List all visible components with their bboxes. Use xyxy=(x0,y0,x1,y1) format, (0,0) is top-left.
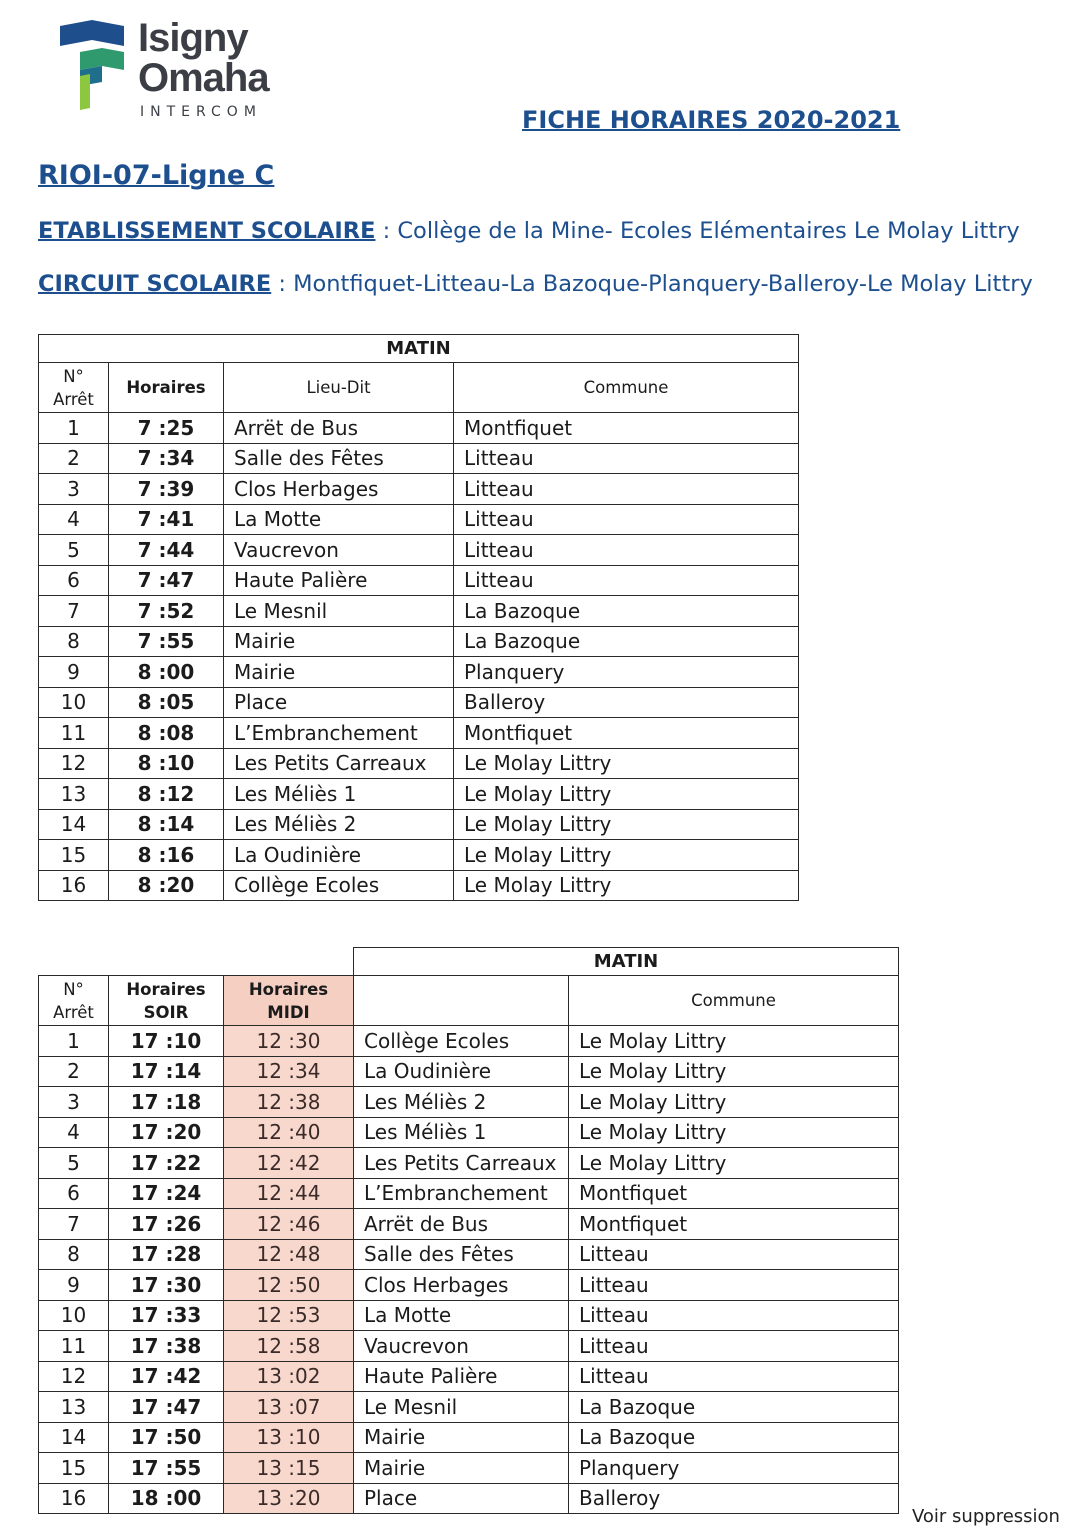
stop-place: Vaucrevon xyxy=(224,535,454,566)
table-row xyxy=(39,1148,899,1179)
stop-commune: Litteau xyxy=(454,535,799,566)
stop-time-soir: 17 :18 xyxy=(109,1087,224,1118)
stop-number: 16 xyxy=(39,870,109,901)
logo-mark-icon xyxy=(58,18,136,110)
stop-time-soir: 17 :14 xyxy=(109,1056,224,1087)
stop-place: Les Petits Carreaux xyxy=(354,1148,569,1179)
stop-number: 10 xyxy=(39,1300,109,1331)
col-header-commune: Commune xyxy=(569,976,899,1026)
stop-time: 8 :08 xyxy=(109,718,224,749)
morning-timetable xyxy=(38,334,799,901)
stop-number: 6 xyxy=(39,1178,109,1209)
stop-commune: La Bazoque xyxy=(454,596,799,627)
stop-commune: Le Molay Littry xyxy=(454,748,799,779)
stop-place: La Motte xyxy=(354,1300,569,1331)
stop-commune: Montfiquet xyxy=(569,1178,899,1209)
stop-number: 10 xyxy=(39,687,109,718)
stop-time-soir: 17 :33 xyxy=(109,1300,224,1331)
stop-time-soir: 17 :55 xyxy=(109,1453,224,1484)
stop-commune: Le Molay Littry xyxy=(454,840,799,871)
stop-place: Clos Herbages xyxy=(354,1270,569,1301)
stop-number: 3 xyxy=(39,1087,109,1118)
stop-time-midi: 12 :48 xyxy=(224,1239,354,1270)
stop-number: 9 xyxy=(39,657,109,688)
stop-number: 12 xyxy=(39,1361,109,1392)
stop-time-soir: 17 :26 xyxy=(109,1209,224,1240)
stop-place: Les Petits Carreaux xyxy=(224,748,454,779)
table-row xyxy=(39,535,799,566)
stop-place: La Motte xyxy=(224,504,454,535)
table-row xyxy=(39,687,799,718)
stop-time-soir: 17 :50 xyxy=(109,1422,224,1453)
stop-commune: Le Molay Littry xyxy=(569,1117,899,1148)
route-title: RIOI-07-Ligne C xyxy=(38,160,275,191)
table-row xyxy=(39,779,799,810)
logo-line-1: Isigny xyxy=(138,16,248,60)
stop-time-soir: 17 :38 xyxy=(109,1331,224,1362)
stop-time-midi: 13 :02 xyxy=(224,1361,354,1392)
table-row xyxy=(39,657,799,688)
stop-place: L’Embranchement xyxy=(224,718,454,749)
stop-time: 8 :10 xyxy=(109,748,224,779)
stop-time-midi: 12 :53 xyxy=(224,1300,354,1331)
stop-place: Clos Herbages xyxy=(224,474,454,505)
stop-commune: Montfiquet xyxy=(454,718,799,749)
stop-commune: La Bazoque xyxy=(454,626,799,657)
stop-number: 15 xyxy=(39,1453,109,1484)
col-header-time: Horaires xyxy=(109,363,224,413)
stop-time-midi: 12 :34 xyxy=(224,1056,354,1087)
stop-number: 9 xyxy=(39,1270,109,1301)
stop-time-midi: 12 :44 xyxy=(224,1178,354,1209)
stop-time-midi: 13 :20 xyxy=(224,1483,354,1514)
stop-time-soir: 17 :20 xyxy=(109,1117,224,1148)
stop-commune: Litteau xyxy=(569,1300,899,1331)
table-row xyxy=(39,1178,899,1209)
stop-time-midi: 12 :42 xyxy=(224,1148,354,1179)
table-row xyxy=(39,565,799,596)
table-row xyxy=(39,1026,899,1057)
stop-place: Collège Ecoles xyxy=(224,870,454,901)
stop-place: Place xyxy=(224,687,454,718)
stop-number: 5 xyxy=(39,1148,109,1179)
table-row xyxy=(39,1209,899,1240)
evening-table-body xyxy=(39,1026,899,1514)
stop-time-soir: 17 :42 xyxy=(109,1361,224,1392)
table-row xyxy=(39,1361,899,1392)
col-header-stop-number: N° Arrêt xyxy=(39,976,109,1026)
stop-commune: Le Molay Littry xyxy=(454,809,799,840)
stop-place: Arrët de Bus xyxy=(224,413,454,444)
stop-place: La Oudinière xyxy=(224,840,454,871)
stop-time-soir: 17 :10 xyxy=(109,1026,224,1057)
stop-commune: La Bazoque xyxy=(569,1422,899,1453)
stop-place: Les Méliès 2 xyxy=(354,1087,569,1118)
stop-time-midi: 13 :15 xyxy=(224,1453,354,1484)
stop-time-midi: 12 :50 xyxy=(224,1270,354,1301)
stop-number: 4 xyxy=(39,504,109,535)
stop-time-soir: 17 :30 xyxy=(109,1270,224,1301)
evening-timetable xyxy=(38,947,899,1514)
table-row xyxy=(39,1483,899,1514)
stop-place: Mairie xyxy=(224,626,454,657)
morning-table-title: MATIN xyxy=(39,335,799,363)
stop-place: Mairie xyxy=(354,1453,569,1484)
table-row xyxy=(39,840,799,871)
col-header-stop-number: N° Arrêt xyxy=(39,363,109,413)
stop-time: 7 :52 xyxy=(109,596,224,627)
stop-time-midi: 12 :58 xyxy=(224,1331,354,1362)
stop-time-soir: 17 :22 xyxy=(109,1148,224,1179)
blank-corner xyxy=(39,948,354,976)
circuit-value: : Montfiquet-Litteau-La Bazoque-Planquery-Balleroy-Le Molay Littry xyxy=(271,271,1033,297)
table-row xyxy=(39,1056,899,1087)
stop-time-midi: 13 :10 xyxy=(224,1422,354,1453)
table-row xyxy=(39,443,799,474)
table-row xyxy=(39,1392,899,1423)
stop-time-midi: 12 :40 xyxy=(224,1117,354,1148)
stop-number: 4 xyxy=(39,1117,109,1148)
stop-time: 8 :14 xyxy=(109,809,224,840)
table-row xyxy=(39,870,799,901)
logo-text xyxy=(138,18,269,119)
stop-time: 7 :55 xyxy=(109,626,224,657)
stop-number: 5 xyxy=(39,535,109,566)
stop-time-soir: 18 :00 xyxy=(109,1483,224,1514)
stop-place: Vaucrevon xyxy=(354,1331,569,1362)
stop-place: Le Mesnil xyxy=(224,596,454,627)
table-row xyxy=(39,809,799,840)
stop-number: 11 xyxy=(39,1331,109,1362)
etablissement-line xyxy=(38,218,1020,244)
col-header-place: Lieu-Dit xyxy=(224,363,454,413)
stop-time: 8 :20 xyxy=(109,870,224,901)
stop-number: 2 xyxy=(39,1056,109,1087)
table-row xyxy=(39,1453,899,1484)
stop-place: Les Méliès 2 xyxy=(224,809,454,840)
stop-commune: Balleroy xyxy=(454,687,799,718)
stop-commune: Litteau xyxy=(569,1331,899,1362)
stop-number: 2 xyxy=(39,443,109,474)
col-header-time-soir: Horaires SOIR xyxy=(109,976,224,1026)
stop-time: 7 :44 xyxy=(109,535,224,566)
stop-time: 7 :39 xyxy=(109,474,224,505)
stop-commune: Le Molay Littry xyxy=(569,1056,899,1087)
stop-time-soir: 17 :24 xyxy=(109,1178,224,1209)
table-row xyxy=(39,413,799,444)
stop-time-midi: 12 :46 xyxy=(224,1209,354,1240)
stop-number: 7 xyxy=(39,1209,109,1240)
logo-line-3: INTERCOM xyxy=(140,104,262,120)
table-row xyxy=(39,504,799,535)
stop-number: 6 xyxy=(39,565,109,596)
fiche-title: FICHE HORAIRES 2020-2021 xyxy=(522,106,901,134)
evening-table-title: MATIN xyxy=(354,948,899,976)
stop-commune: Planquery xyxy=(569,1453,899,1484)
stop-place: Haute Palière xyxy=(224,565,454,596)
stop-time: 8 :00 xyxy=(109,657,224,688)
table-row xyxy=(39,1087,899,1118)
isigny-omaha-logo xyxy=(58,16,298,120)
table-row xyxy=(39,1300,899,1331)
stop-number: 1 xyxy=(39,1026,109,1057)
col-header-commune: Commune xyxy=(454,363,799,413)
table-row xyxy=(39,718,799,749)
stop-number: 13 xyxy=(39,1392,109,1423)
stop-time-midi: 12 :38 xyxy=(224,1087,354,1118)
stop-time: 7 :47 xyxy=(109,565,224,596)
table-row xyxy=(39,1422,899,1453)
table-row xyxy=(39,474,799,505)
table-row xyxy=(39,748,799,779)
etablissement-value: : Collège de la Mine- Ecoles Elémentaires Le Molay Littry xyxy=(375,218,1020,244)
stop-commune: Litteau xyxy=(569,1361,899,1392)
stop-commune: Balleroy xyxy=(569,1483,899,1514)
stop-time-soir: 17 :28 xyxy=(109,1239,224,1270)
stop-time: 8 :12 xyxy=(109,779,224,810)
morning-table-body xyxy=(39,413,799,901)
stop-commune: Le Molay Littry xyxy=(569,1087,899,1118)
stop-commune: Le Molay Littry xyxy=(569,1148,899,1179)
table-row xyxy=(39,1331,899,1362)
stop-number: 13 xyxy=(39,779,109,810)
stop-commune: Montfiquet xyxy=(569,1209,899,1240)
stop-number: 7 xyxy=(39,596,109,627)
stop-place: Haute Palière xyxy=(354,1361,569,1392)
stop-time: 8 :05 xyxy=(109,687,224,718)
stop-commune: Litteau xyxy=(454,504,799,535)
stop-commune: La Bazoque xyxy=(569,1392,899,1423)
stop-number: 15 xyxy=(39,840,109,871)
table-row xyxy=(39,1117,899,1148)
stop-commune: Le Molay Littry xyxy=(454,779,799,810)
stop-number: 11 xyxy=(39,718,109,749)
stop-number: 3 xyxy=(39,474,109,505)
stop-place: Les Méliès 1 xyxy=(354,1117,569,1148)
stop-place: L’Embranchement xyxy=(354,1178,569,1209)
stop-commune: Litteau xyxy=(569,1270,899,1301)
stop-number: 14 xyxy=(39,1422,109,1453)
col-header-place xyxy=(354,976,569,1026)
table-row xyxy=(39,596,799,627)
stop-place: Mairie xyxy=(354,1422,569,1453)
stop-commune: Litteau xyxy=(454,443,799,474)
stop-number: 12 xyxy=(39,748,109,779)
stop-time-midi: 12 :30 xyxy=(224,1026,354,1057)
stop-time-soir: 17 :47 xyxy=(109,1392,224,1423)
stop-commune: Le Molay Littry xyxy=(569,1026,899,1057)
stop-number: 14 xyxy=(39,809,109,840)
stop-number: 8 xyxy=(39,1239,109,1270)
stop-place: Place xyxy=(354,1483,569,1514)
stop-number: 16 xyxy=(39,1483,109,1514)
stop-commune: Le Molay Littry xyxy=(454,870,799,901)
footnote: Voir suppression xyxy=(912,1506,1060,1527)
stop-commune: Litteau xyxy=(454,474,799,505)
stop-number: 1 xyxy=(39,413,109,444)
table-row xyxy=(39,1239,899,1270)
stop-time: 7 :34 xyxy=(109,443,224,474)
stop-place: La Oudinière xyxy=(354,1056,569,1087)
stop-place: Salle des Fêtes xyxy=(224,443,454,474)
stop-commune: Litteau xyxy=(569,1239,899,1270)
stop-number: 8 xyxy=(39,626,109,657)
circuit-line xyxy=(38,271,1033,297)
logo-line-2: Omaha xyxy=(138,56,269,100)
stop-commune: Planquery xyxy=(454,657,799,688)
circuit-label: CIRCUIT SCOLAIRE xyxy=(38,271,272,297)
stop-place: Mairie xyxy=(224,657,454,688)
stop-place: Salle des Fêtes xyxy=(354,1239,569,1270)
stop-time: 8 :16 xyxy=(109,840,224,871)
table-row xyxy=(39,1270,899,1301)
stop-place: Le Mesnil xyxy=(354,1392,569,1423)
stop-time: 7 :41 xyxy=(109,504,224,535)
stop-commune: Litteau xyxy=(454,565,799,596)
stop-place: Collège Ecoles xyxy=(354,1026,569,1057)
table-row xyxy=(39,626,799,657)
etablissement-label: ETABLISSEMENT SCOLAIRE xyxy=(38,218,376,244)
stop-place: Arrët de Bus xyxy=(354,1209,569,1240)
stop-place: Les Méliès 1 xyxy=(224,779,454,810)
stop-commune: Montfiquet xyxy=(454,413,799,444)
stop-time: 7 :25 xyxy=(109,413,224,444)
col-header-time-midi: Horaires MIDI xyxy=(224,976,354,1026)
stop-time-midi: 13 :07 xyxy=(224,1392,354,1423)
